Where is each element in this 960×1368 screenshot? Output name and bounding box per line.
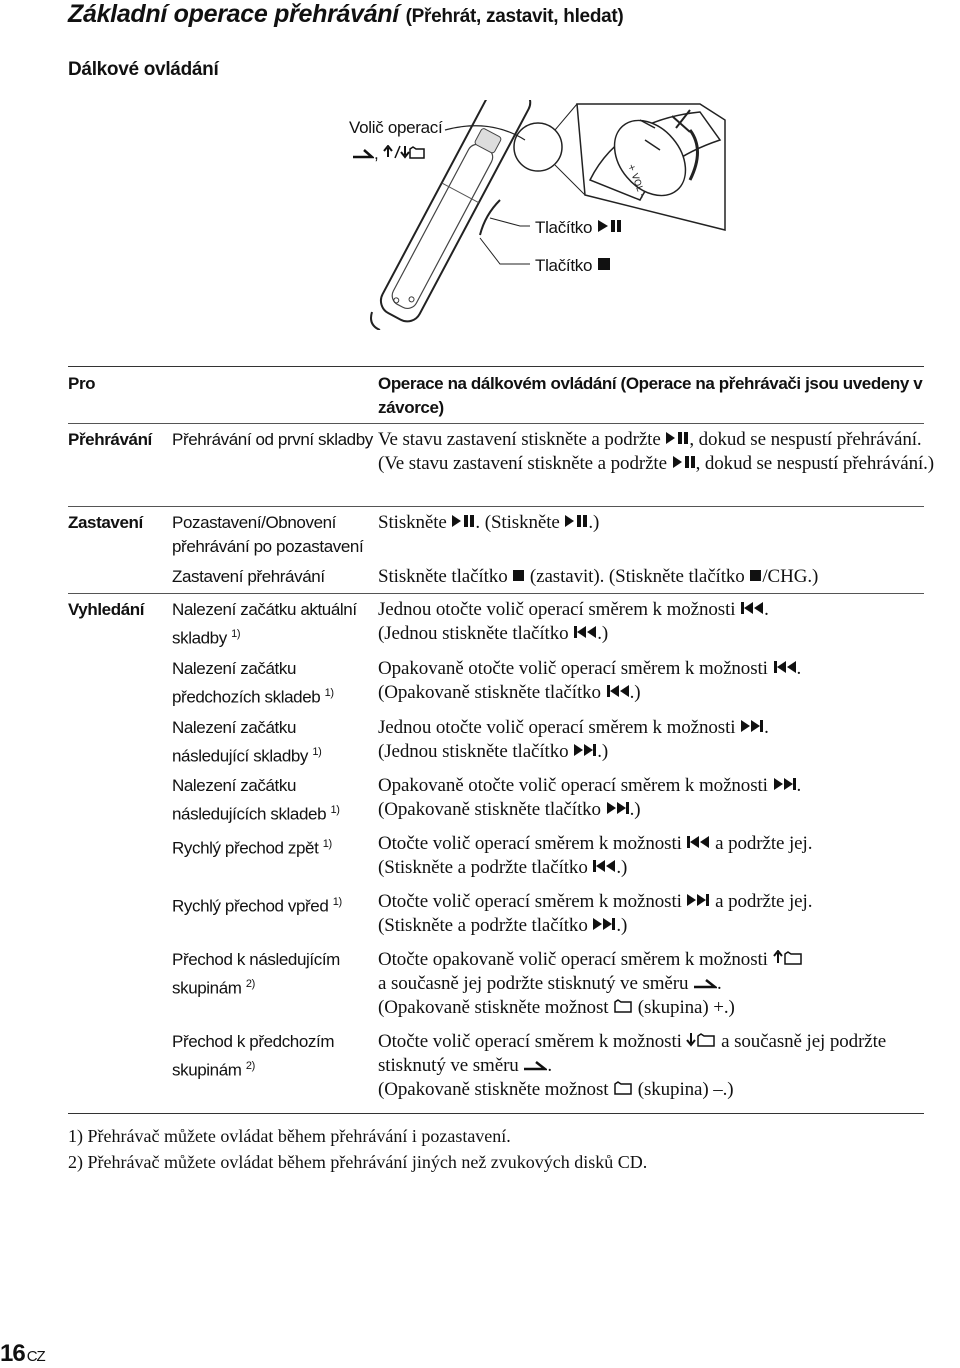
table-row-op: Jednou otočte volič operací směrem k možnosti . (Jednou stiskněte tlačítko .) [378,599,769,644]
table-row-action: Přehrávání od první skladby [172,430,373,449]
group-search: Vyhledání [68,600,145,619]
table-bottom-rule [68,1113,924,1114]
table-row-action: Pozastavení/Obnovení přehrávání po pozastavení [172,513,364,556]
push-arrow-icon [523,1054,547,1078]
play-pause-icon [672,452,696,476]
table-row-action: Nalezení začátku předchozích skladeb $^{1)}$ [172,659,334,707]
table-row-action: Rychlý přechod vpřed $^{1)}$ [172,896,342,916]
push-arrow-icon [352,144,374,164]
table-row-action: Rychlý přechod zpět $^{1)}$ [172,838,332,858]
group-rule-1 [68,506,924,507]
table-row-action: Zastavení přehrávání [172,567,325,586]
svg-text:+ VOL –: + VOL – [625,162,647,200]
footnote-1: 1) Přehrávač můžete ovládat během přehrávání i pozastavení. [68,1126,511,1146]
play-pause-icon [665,428,689,452]
table-row-action: Přechod k předchozím skupinám $^{2)}$ [172,1032,335,1080]
table-row-op: Opakovaně otočte volič operací směrem k možnosti . (Opakovaně stiskněte tlačítko .) [378,658,802,703]
next-track-icon [592,914,616,938]
page-number: 16 CZ [0,1340,45,1367]
prev-track-icon [592,856,616,880]
table-row-op: Ve stavu zastavení stiskněte a podržte , dokud se nespustí přehrávání. (Ve stavu zastavení stiskněte a podržte , dokud se nespustí přehrávání.) [378,429,935,474]
section-heading: Dálkové ovládání [68,59,219,80]
title-sub: (Přehrát, zastavit, hledat) [405,6,624,27]
group-rule-2 [68,593,924,594]
push-arrow-icon [693,972,717,996]
prev-track-icon [740,598,764,622]
table-row-op: Stiskněte tlačítko (zastavit). (Stiskněte tlačítko /CHG.) [378,566,819,587]
table-row-op: Jednou otočte volič operací směrem k možnosti . (Jednou stiskněte tlačítko .) [378,717,769,762]
group-down-icon [686,1030,716,1054]
play-button-label: Tlačítko [535,218,623,238]
table-row-action: Přechod k následujícím skupinám $^{2)}$ [172,950,340,998]
group-icon [613,996,633,1020]
table-row-action: Nalezení začátku následující skladby $^{1)}$ [172,718,322,766]
group-stop: Zastavení [68,513,143,532]
stop-icon [749,565,762,589]
stop-button-label: Tlačítko [535,256,611,276]
table-row-op: Stiskněte . (Stiskněte .) [378,512,600,533]
prev-track-icon [573,622,597,646]
table-header-rule [68,423,924,424]
footnote-2: 2) Přehrávač můžete ovládat během přehrávání jiných než zvukových disků CD. [68,1152,648,1172]
prev-track-icon [606,681,630,705]
table-row-action: Nalezení začátku následujících skladeb $^{1)}$ [172,776,340,824]
next-track-icon [773,774,797,798]
table-row-op: Otočte opakovaně volič operací směrem k možnosti a současně jej podržte stisknutý ve směru . (Opakovaně stiskněte možnost (skupina) +.) [378,948,938,1020]
title-main: Základní operace přehrávání [68,0,399,28]
group-playback: Přehrávání [68,430,152,449]
next-track-icon [686,890,710,914]
next-track-icon [573,740,597,764]
prev-track-icon [773,657,797,681]
up-down-group-icon [383,144,425,164]
stop-icon [597,256,611,276]
table-row-op: Otočte volič operací směrem k možnosti a podržte jej. (Stiskněte a podržte tlačítko .) [378,833,813,878]
play-pause-icon [597,218,623,238]
table-top-rule [68,366,924,367]
table-row-op: Otočte volič operací směrem k možnosti a podržte jej. (Stiskněte a podržte tlačítko .) [378,891,813,936]
header-ops: Operace na dálkovém ovládání (Operace na přehrávači jsou uvedeny v závorce) [378,374,923,417]
table-row-op: Otočte volič operací směrem k možnosti a současně jej podržte stisknutý ve směru . (Opakovaně stiskněte možnost (skupina) –.) [378,1031,887,1100]
selector-symbols-label: , [352,144,425,164]
group-icon [613,1078,633,1102]
selector-label: Volič operací [349,118,443,137]
header-pro: Pro [68,374,96,393]
group-up-icon [773,948,803,972]
play-pause-icon [451,511,475,535]
play-pause-icon [564,511,588,535]
table-row-action: Nalezení začátku aktuální skladby $^{1)}$ [172,600,357,648]
next-track-icon [606,798,630,822]
page-title [68,0,623,29]
stop-icon [512,565,525,589]
prev-track-icon [686,832,710,856]
table-row-op: Opakovaně otočte volič operací směrem k možnosti . (Opakovaně stiskněte tlačítko .) [378,775,802,820]
next-track-icon [740,716,764,740]
